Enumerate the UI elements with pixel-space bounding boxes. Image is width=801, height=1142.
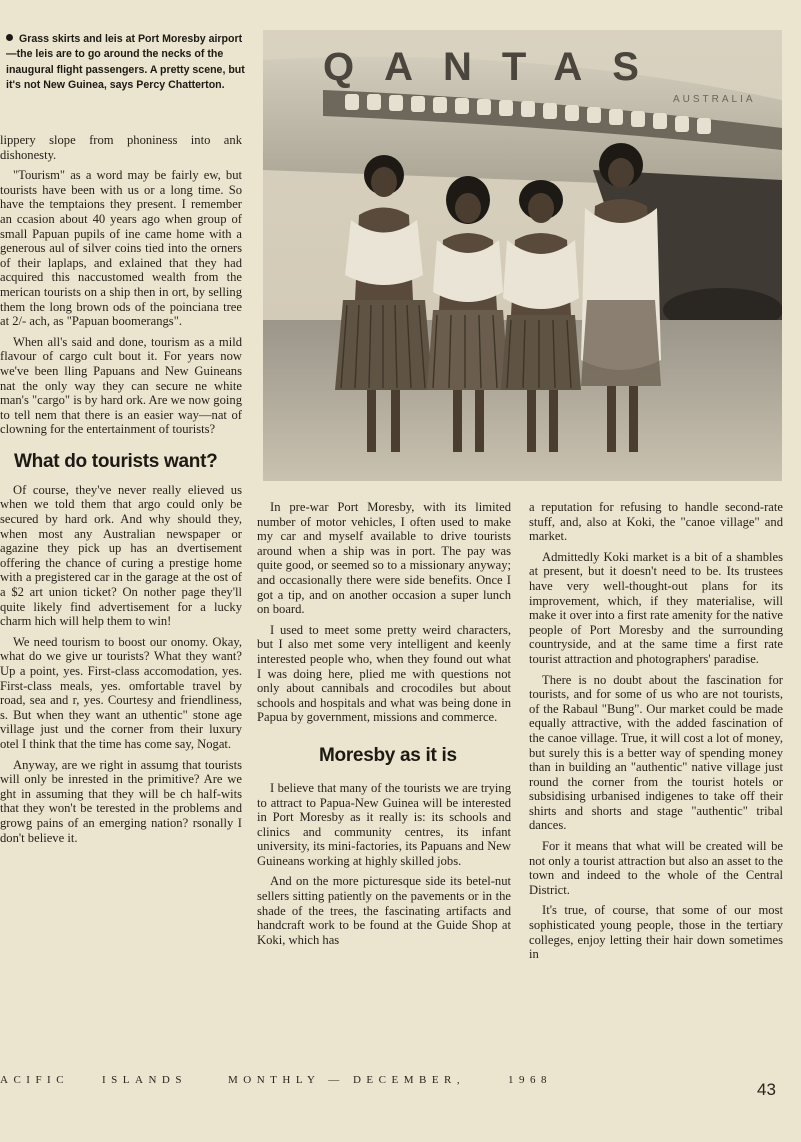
paragraph: a reputation for refusing to handle second-rate stuff, and, also at Koki, the "canoe village" and market. bbox=[529, 500, 783, 544]
caption-text: Grass skirts and leis at Port Moresby airport—the leis are to go around the necks of the inaugural flight passengers. A pretty scene, but it's not New Guinea, says Percy Chatterton. bbox=[6, 33, 245, 92]
paragraph: I used to meet some pretty weird characters, but I also met some very intelligent and keenly interested people who, when they found out what I was doing here, plied me with questions not only about cannibals and crocodiles but about schools and hospitals and what was being done in Papua by government, missions and commerce. bbox=[257, 622, 511, 725]
paragraph: When all's said and done, tourism as a mild flavour of cargo cult bout it. For years now we've been lling Papuans and New Guineans nat the only way they can secure ne white man's "cargo" is by hard ork. Are we now going to tell nem that there is an easier way—nat of clowning for the entertainment of tourists? bbox=[0, 334, 242, 437]
footer-year: 1968 bbox=[508, 1074, 552, 1086]
section-heading: What do tourists want? bbox=[14, 450, 218, 472]
page-footer bbox=[0, 1074, 801, 1096]
footer-islands: ISLANDS bbox=[102, 1074, 187, 1086]
footer-monthly: MONTHLY — DECEMBER, bbox=[228, 1074, 466, 1086]
paragraph: Anyway, are we right in assumg that tourists will only be inrested in the primitive? Are we ght in assuming that they will be ch half-wits that they won't be terested in the problems and growg pains of an emerging nation? rsonally I don't believe it. bbox=[0, 757, 242, 845]
paragraph: We need tourism to boost our onomy. Okay, what do we give ur tourists? What they want? Up a point, yes. First-class accomodation, yes. First-class meals, yes. omfortable travel by road, sea and r, yes. Courtesy and friendliness, s. But when they want an uthentic" stone age village just und the corner from their luxury otel I think that the time has come say, Nogat. bbox=[0, 634, 242, 751]
paragraph: It's true, of course, that some of our most sophisticated young people, those in the tertiary colleges, enjoy letting their hair down sometimes in bbox=[529, 903, 783, 962]
page-number: 43 bbox=[757, 1080, 776, 1099]
paragraph: Admittedly Koki market is a bit of a shambles at present, but it doesn't need to be. Its trustees have very well-thought-out plans for its improvement, which, if they materialise, will make it over into a first rate amenity for the native people of Port Moresby and the surrounding countryside, and at the same time a first rate tourist attraction and photographers' paradise. bbox=[529, 549, 783, 666]
aircraft-sub-lettering: AUSTRALIA bbox=[673, 94, 756, 105]
paragraph: And on the more picturesque side its betel-nut sellers sitting patiently on the pavements or in the shade of the trees, the fascinating artifacts and handcraft work to be found at the Guide Shop at Koki, which has bbox=[257, 874, 511, 947]
right-column bbox=[529, 500, 783, 968]
aircraft-lettering: QANTAS bbox=[323, 45, 669, 89]
footer-magazine: ACIFIC bbox=[0, 1074, 70, 1086]
paragraph: For it means that what will be created will be not only a tourist attraction but also an asset to the town and indeed to the whole of the Central District. bbox=[529, 839, 783, 897]
photo-caption bbox=[6, 32, 246, 94]
middle-column bbox=[257, 500, 511, 953]
paragraph: "Tourism" as a word may be fairly ew, but tourists have been with us or a long time. So have the temptaions they present. I remember an ccasion about 40 years ago when group of small Papuan pupils of ine came home with a generous aul of silver coins tied into the orners of their laplaps, and exlained that they had acquired this naccustomed wealth from the merican tourists on a ship then in ort, by selling them the long brown ods of the poinciana tree at 2/- ach, as "Papuan boomerangs". bbox=[0, 168, 242, 329]
section-heading: Moresby as it is bbox=[319, 744, 457, 766]
paragraph: lippery slope from phoniness into ank dishonesty. bbox=[0, 133, 242, 162]
photograph bbox=[263, 30, 782, 481]
paragraph: In pre-war Port Moresby, with its limited number of motor vehicles, I often used to make my car and myself available to drive tourists around when a ship was in port. The pay was quite good, or seemed so to a missionary anyway; and occasionally there were side benefits. Once I got a tip, and on another occasion a super lunch on board. bbox=[257, 500, 511, 617]
paragraph: There is no doubt about the fascination for tourists, and for some of us who are not tourists, of the Rabaul "Bung". Our market could be made equally attractive, with the added fascination of the canoe village. True, it will cost a lot of money, but surely this is a better way of spending money than in building an "authentic" native village just round the corner from the tourist hotels or subsidising urbanised indigenes to take off their shirts and shorts and stage "authentic" tribal dances. bbox=[529, 672, 783, 833]
paragraph: I believe that many of the tourists we are trying to attract to Papua-New Guinea will be interested in Port Moresby as it really is: its schools and clinics and community centres, its infant university, its mini-factories, its Papuans and New Guineans working at highly skilled jobs. bbox=[257, 780, 511, 868]
bullet-icon bbox=[6, 34, 13, 41]
paragraph: Of course, they've never really elieved us when we told them that argo could only be secured by hard ork. And why should they, when most any Australian newspaper or agazine they pick up has an dvertisement offering the chance of curing a prestige home with a pregistered car in the garage at the ost of a $2 art union ticket? On nother page they'll quite likely find advertisement for a lucky charm hich will help them to win! bbox=[0, 482, 242, 629]
left-column bbox=[0, 133, 242, 851]
